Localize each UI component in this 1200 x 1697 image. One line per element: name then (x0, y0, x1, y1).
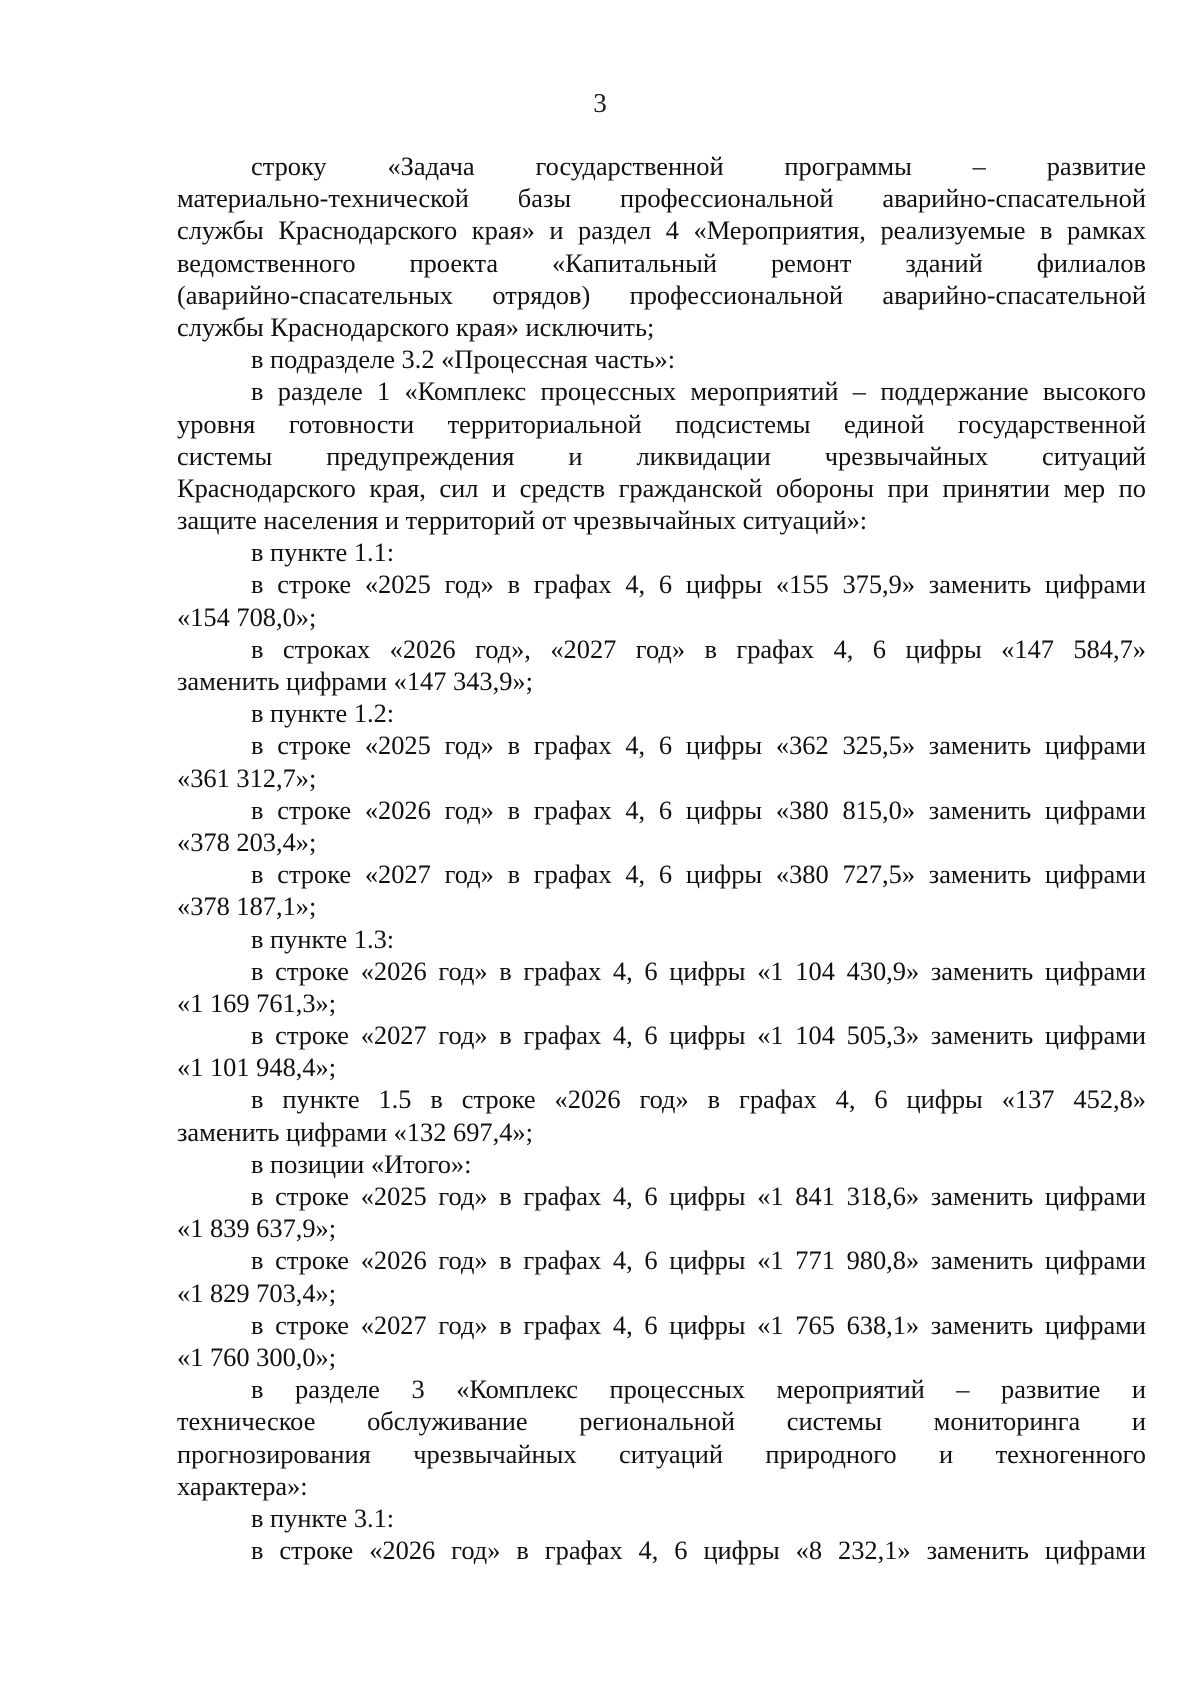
text-line: в пункте 1.2: (251, 698, 395, 729)
text-line: (аварийно-спасательных отрядов) профессиональной аварийно-спасательной (177, 279, 1146, 310)
text-line: заменить цифрами «132 697,4»; (177, 1116, 533, 1147)
text-line: «1 839 637,9»; (177, 1213, 337, 1244)
text-line: Краснодарского края, сил и средств гражданской обороны при принятии мер по (177, 472, 1146, 503)
text-line: в позиции «Итого»: (251, 1148, 472, 1179)
text-line: «154 708,0»; (177, 601, 317, 632)
text-line: ведомственного проекта «Капитальный ремонт зданий филиалов (177, 247, 1146, 278)
text-line: техническое обслуживание региональной системы мониторинга и (177, 1406, 1146, 1437)
text-line: в строке «2026 год» в графах 4, 6 цифры «1 771 980,8» заменить цифрами (251, 1245, 1146, 1276)
text-line: в строке «2026 год» в графах 4, 6 цифры «1 104 430,9» заменить цифрами (251, 955, 1146, 986)
text-line: системы предупреждения и ликвидации чрезвычайных ситуаций (177, 440, 1146, 471)
text-line: в пункте 3.1: (251, 1502, 395, 1533)
text-line: в строке «2027 год» в графах 4, 6 цифры «1 765 638,1» заменить цифрами (251, 1309, 1146, 1340)
text-line: «1 101 948,4»; (177, 1052, 337, 1083)
text-line: в пункте 1.1: (251, 537, 395, 568)
text-line: в разделе 1 «Комплекс процессных мероприятий – поддержание высокого (251, 376, 1146, 407)
text-line: прогнозирования чрезвычайных ситуаций природного и техногенного (177, 1438, 1146, 1469)
text-line: «361 312,7»; (177, 762, 317, 793)
document-body (177, 150, 1146, 1566)
text-line: строку «Задача государственной программы – развитие (251, 151, 1146, 181)
text-line: службы Краснодарского края» и раздел 4 «Мероприятия, реализуемые в рамках (177, 215, 1146, 246)
text-line: уровня готовности территориальной подсистемы единой государственной (177, 408, 1146, 439)
text-line: «378 187,1»; (177, 891, 317, 922)
text-line: в пункте 1.3: (251, 923, 395, 954)
text-line: в пункте 1.5 в строке «2026 год» в графах 4, 6 цифры «137 452,8» (251, 1084, 1146, 1115)
text-line: в строках «2026 год», «2027 год» в графах 4, 6 цифры «147 584,7» (251, 633, 1146, 664)
text-line: в подразделе 3.2 «Процессная часть»: (251, 344, 676, 375)
text-line: в строке «2027 год» в графах 4, 6 цифры «380 727,5» заменить цифрами (251, 859, 1146, 890)
text-line: в строке «2026 год» в графах 4, 6 цифры «8 232,1» заменить цифрами (251, 1535, 1146, 1566)
text-line: в строке «2025 год» в графах 4, 6 цифры «362 325,5» заменить цифрами (251, 730, 1146, 761)
text-line: «1 169 761,3»; (177, 987, 337, 1018)
text-line: в строке «2025 год» в графах 4, 6 цифры «1 841 318,6» заменить цифрами (251, 1181, 1146, 1211)
text-line: «1 760 300,0»; (177, 1341, 337, 1372)
text-line: заменить цифрами «147 343,9»; (177, 666, 533, 696)
text-line: в разделе 3 «Комплекс процессных мероприятий – развитие и (251, 1374, 1146, 1405)
text-line: службы Краснодарского края» исключить; (177, 311, 655, 342)
text-line: «1 829 703,4»; (177, 1277, 337, 1308)
text-line: защите населения и территорий от чрезвычайных ситуаций»: (177, 505, 868, 536)
text-line: в строке «2026 год» в графах 4, 6 цифры «380 815,0» заменить цифрами (251, 794, 1146, 825)
text-line: в строке «2025 год» в графах 4, 6 цифры «155 375,9» заменить цифрами (251, 569, 1146, 600)
page-number: 3 (593, 88, 607, 118)
text-line: характера»: (177, 1470, 308, 1501)
text-line: материально-технической базы профессиональной аварийно-спасательной (177, 183, 1146, 214)
text-line: в строке «2027 год» в графах 4, 6 цифры «1 104 505,3» заменить цифрами (251, 1020, 1146, 1051)
text-line: «378 203,4»; (177, 826, 317, 857)
